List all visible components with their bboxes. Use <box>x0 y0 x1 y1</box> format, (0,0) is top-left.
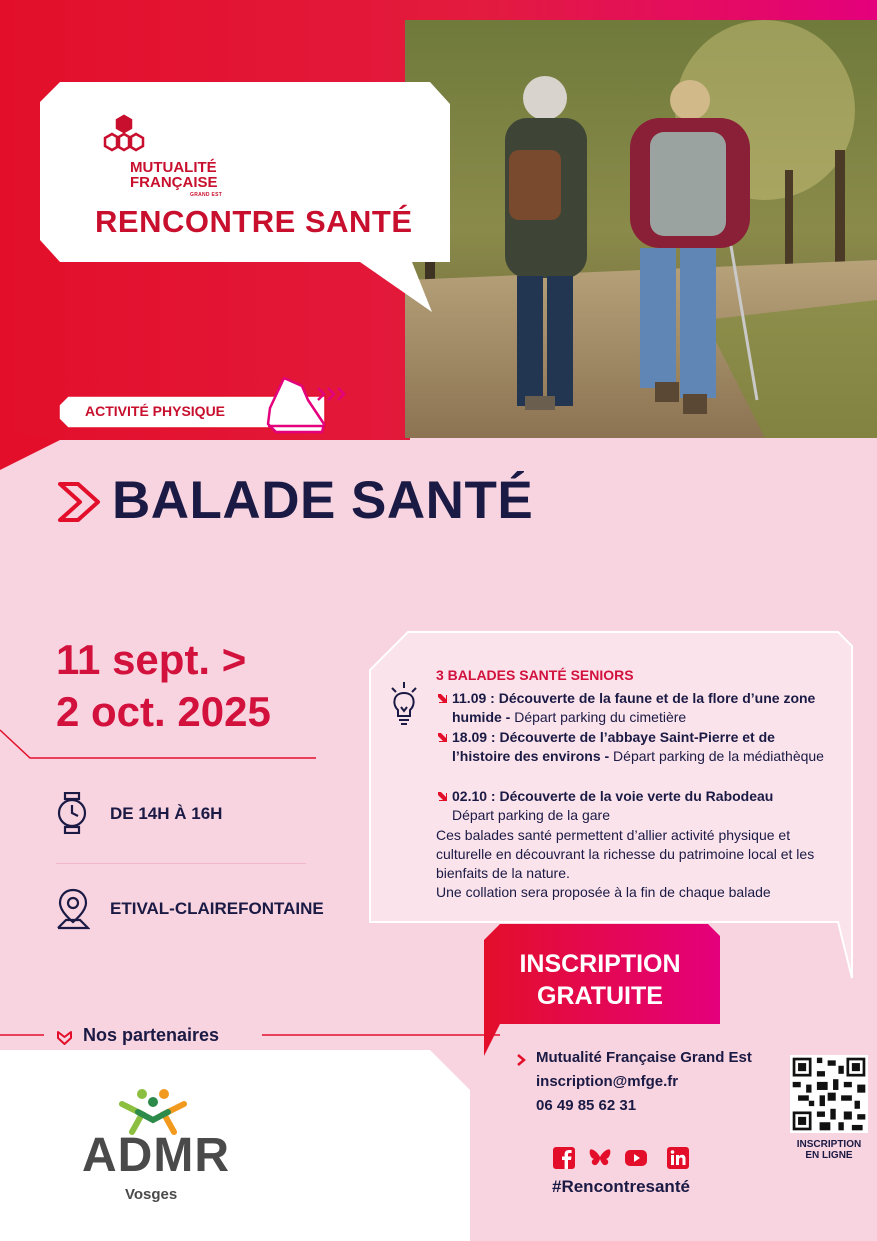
watch-icon <box>54 792 90 834</box>
info-divider <box>56 863 306 864</box>
qr-caption-line-2: EN LIGNE <box>805 1150 853 1161</box>
youtube-icon[interactable] <box>624 1146 648 1170</box>
event-location: ETIVAL-CLAIREFONTAINE <box>110 899 324 918</box>
program-item <box>452 728 832 766</box>
contact-organization: Mutualité Française Grand Est <box>536 1049 752 1066</box>
description-text: Ces balades santé permettent d’allier activité physique et culturelle en découvrant la richesse du patrimoine local et les bienfaits de la nature. <box>436 827 815 881</box>
arrow-icon <box>437 732 448 743</box>
program-item <box>452 787 832 825</box>
hero-photo <box>405 20 877 438</box>
program-item-detail: Départ parking du cimetière <box>510 709 687 725</box>
program-item-detail: Départ parking de la gare <box>452 807 610 823</box>
date-divider <box>0 728 320 764</box>
brand-region: GRAND EST <box>190 192 223 198</box>
running-shoe-icon <box>262 368 358 440</box>
category-label: ACTIVITÉ PHYSIQUE <box>85 403 226 419</box>
partners-heading: Nos partenaires <box>83 1025 220 1045</box>
brand-line-2: FRANÇAISE <box>130 174 218 191</box>
arrow-icon <box>437 693 448 704</box>
mutualite-logo-icon <box>100 114 148 164</box>
partners-divider <box>0 1020 500 1050</box>
title-chevron-icon <box>58 482 100 522</box>
program-description <box>436 826 836 902</box>
hashtag: #Rencontresanté <box>552 1177 690 1196</box>
brand-name <box>130 160 218 190</box>
contact-email[interactable]: inscription@mfge.fr <box>536 1073 679 1090</box>
program-item-title: 18.09 : Découverte de l’abbaye Saint-Pierre et de l’histoire des environs - <box>452 729 775 764</box>
partners-panel <box>0 1050 470 1241</box>
program-item-title: 02.10 : Découverte de la voie verte du Rabodeau <box>452 788 774 804</box>
lightbulb-icon <box>388 680 420 726</box>
bluesky-icon[interactable] <box>588 1146 612 1170</box>
program-item <box>452 689 832 727</box>
linkedin-icon[interactable] <box>666 1146 690 1170</box>
program-item-title: 11.09 : Découverte de la faune et de la flore d’une zone humide - <box>452 690 816 725</box>
arrow-icon <box>437 791 448 802</box>
snack-note: Une collation sera proposée à la fin de chaque balade <box>436 884 771 900</box>
contact-phone[interactable]: 06 49 85 62 31 <box>536 1097 637 1114</box>
date-end: 2 oct. 2025 <box>56 688 271 735</box>
qr-caption-line-1: INSCRIPTION <box>796 1139 862 1150</box>
event-time: DE 14H À 16H <box>110 804 223 823</box>
partner-region: Vosges <box>125 1186 178 1203</box>
facebook-icon[interactable] <box>552 1146 576 1170</box>
location-pin-icon <box>56 888 90 930</box>
partner-logo-name: ADMR <box>82 1129 230 1182</box>
heart-icon <box>56 1029 73 1046</box>
cta-line-1: INSCRIPTION <box>519 950 681 978</box>
program-title: 3 BALADES SANTÉ SENIORS <box>436 667 634 683</box>
page-title: BALADE SANTÉ <box>112 471 534 530</box>
program-item-detail: Départ parking de la médiathèque <box>609 748 824 764</box>
date-start: 11 sept. > <box>56 636 247 683</box>
qr-caption <box>780 1139 877 1161</box>
event-series-title: RENCONTRE SANTÉ <box>95 204 413 239</box>
qr-code[interactable] <box>790 1055 868 1133</box>
contact-chevron-icon <box>516 1053 530 1067</box>
cta-line-2: GRATUITE <box>537 982 663 1010</box>
brand-line-1: MUTUALITÉ <box>130 159 217 176</box>
